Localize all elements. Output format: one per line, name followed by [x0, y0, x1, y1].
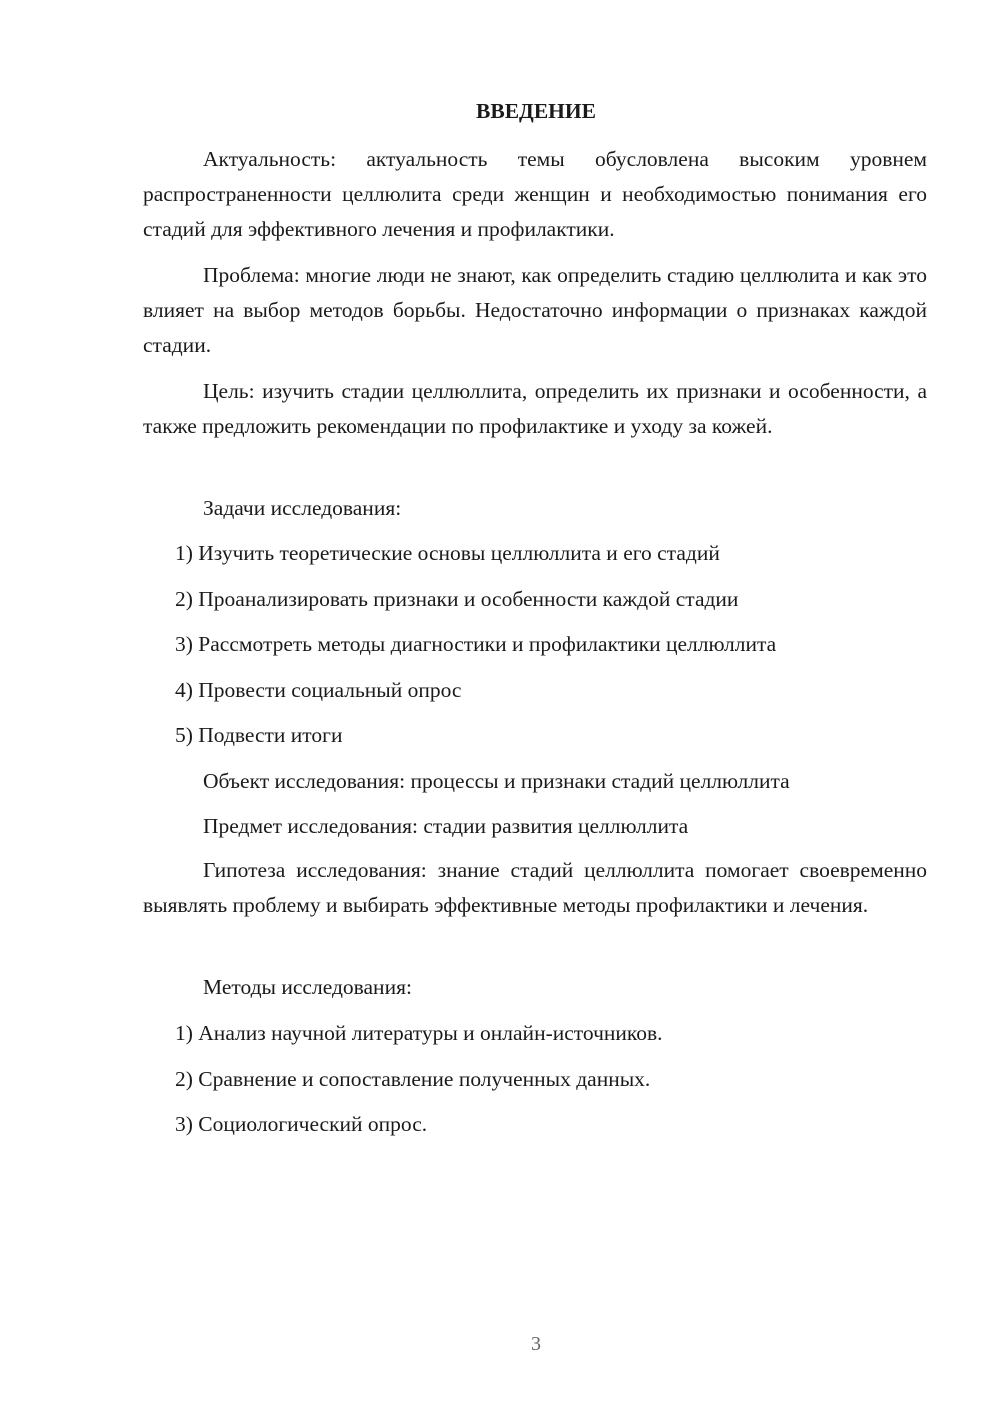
list-item: 1) Изучить теоретические основы целлюллита и его стадий	[175, 541, 720, 565]
research-object: Объект исследования: процессы и признаки стадий целлюллита	[203, 769, 790, 793]
tasks-heading: Задачи исследования:	[203, 496, 402, 520]
list-item: 2) Проанализировать признаки и особенности каждой стадии	[175, 587, 739, 611]
goal-paragraph: Цель: изучить стадии целлюллита, определить их признаки и особенности, а также предложить рекомендации по профилактике и уходу за кожей.	[143, 379, 927, 438]
page-number: 3	[531, 1333, 541, 1355]
list-item: 4) Провести социальный опрос	[175, 678, 462, 702]
list-item: 3) Социологический опрос.	[175, 1112, 428, 1136]
relevance-paragraph: Актуальность: актуальность темы обусловлена высоким уровнем распространенности целлюлита среди женщин и необходимостью понимания его стадий для эффективного лечения и профилактики.	[143, 147, 927, 241]
hypothesis-paragraph: Гипотеза исследования: знание стадий целлюллита помогает своевременно выявлять проблему и выбирать эффективные методы профилактики и лечения.	[143, 858, 927, 917]
problem-paragraph: Проблема: многие люди не знают, как определить стадию целлюлита и как это влияет на выбор методов борьбы. Недостаточно информации о признаках каждой стадии.	[143, 263, 927, 357]
list-item: 3) Рассмотреть методы диагностики и профилактики целлюллита	[175, 632, 777, 656]
list-item: 1) Анализ научной литературы и онлайн-источников.	[175, 1021, 663, 1045]
research-subject: Предмет исследования: стадии развития целлюллита	[203, 814, 689, 838]
list-item: 2) Сравнение и сопоставление полученных данных.	[175, 1067, 651, 1091]
section-title: ВВЕДЕНИЕ	[476, 99, 596, 123]
methods-heading: Методы исследования:	[203, 975, 412, 999]
list-item: 5) Подвести итоги	[175, 723, 343, 747]
